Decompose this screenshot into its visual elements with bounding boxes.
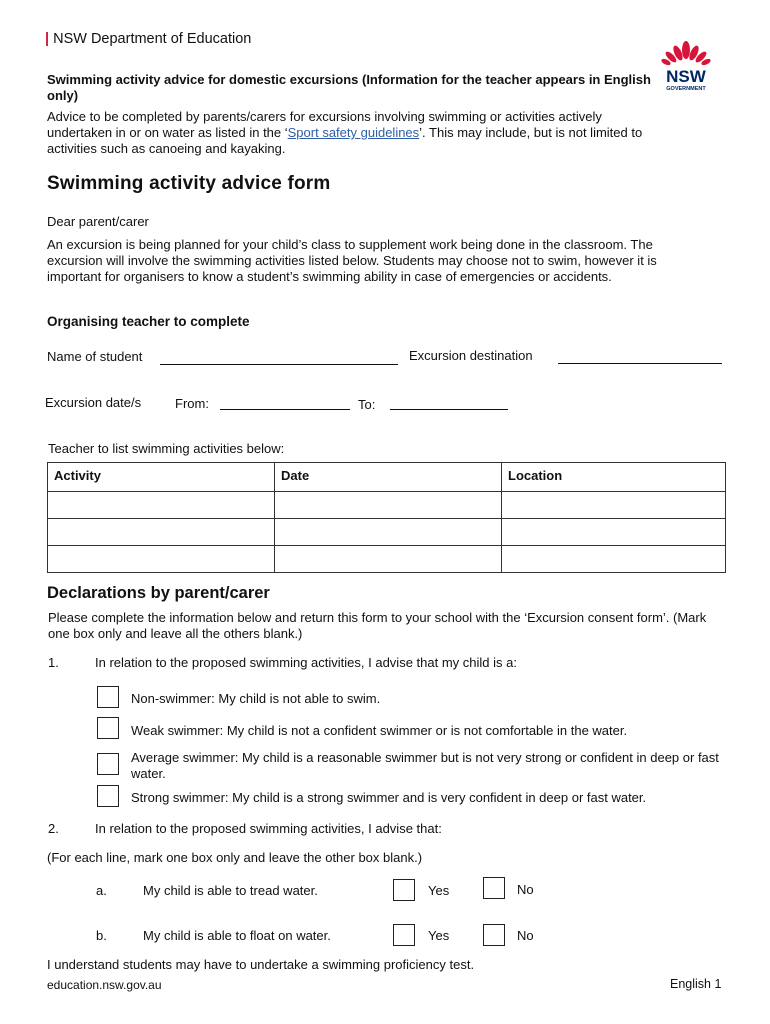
table-cell[interactable]: [48, 519, 275, 546]
from-date-field[interactable]: [220, 409, 350, 410]
table-row: [48, 546, 726, 573]
non-swimmer-checkbox[interactable]: [97, 686, 119, 708]
form-title: Swimming activity advice form: [47, 173, 331, 194]
proficiency-statement: I understand students may have to undertake a swimming proficiency test.: [47, 957, 475, 972]
body-paragraph: An excursion is being planned for your child’s class to supplement work being done in the classroom. The excursion will involve the swimming activities listed below. Students may choose not to swim, however it is important for organisers to know a student’s swimming ability in case of emergencies or accidents.: [47, 237, 657, 284]
department-header: [45, 31, 251, 47]
q2-note: (For each line, mark one box only and leave the other box blank.): [47, 850, 423, 865]
svg-text:NSW: NSW: [666, 67, 706, 86]
option-average-swimmer: Average swimmer: My child is a reasonable swimmer but is not very strong or confident in deep or fast water.: [131, 750, 719, 781]
q1-number: 1.: [48, 655, 59, 670]
option-weak-swimmer: Weak swimmer: My child is not a confident swimmer or is not comfortable in the water.: [131, 723, 628, 738]
option-strong-swimmer: Strong swimmer: My child is a strong swimmer and is very confident in deep or fast water.: [131, 790, 647, 805]
tread-water-no-checkbox[interactable]: [483, 877, 505, 899]
table-cell[interactable]: [502, 492, 726, 519]
float-water-yes-checkbox[interactable]: [393, 924, 415, 946]
strong-swimmer-checkbox[interactable]: [97, 785, 119, 807]
yes-label: Yes: [428, 883, 450, 898]
to-label: To:: [358, 397, 376, 412]
table-cell[interactable]: [275, 492, 502, 519]
table-cell[interactable]: [502, 546, 726, 573]
float-water-text: My child is able to float on water.: [143, 928, 331, 943]
no-label: No: [517, 882, 534, 897]
nsw-government-logo: [655, 36, 717, 94]
sub-item-b-letter: b.: [96, 928, 107, 943]
sub-item-a-letter: a.: [96, 883, 107, 898]
table-cell[interactable]: [275, 546, 502, 573]
footer-url: education.nsw.gov.au: [47, 978, 162, 992]
to-date-field[interactable]: [390, 409, 508, 410]
table-cell[interactable]: [502, 519, 726, 546]
q2-text: In relation to the proposed swimming activities, I advise that:: [95, 821, 442, 836]
teacher-heading: Organising teacher to complete: [47, 314, 250, 329]
table-cell[interactable]: [48, 546, 275, 573]
activities-table: [47, 462, 726, 573]
table-cell[interactable]: [48, 492, 275, 519]
intro-paragraph: Advice to be completed by parents/carers for excursions involving swimming or activities actively undertaken in or on water as listed in the ‘Sport safety guidelines’. This may include, but is not limited to activities such as canoeing and kayaking.: [47, 109, 643, 156]
float-water-no-checkbox[interactable]: [483, 924, 505, 946]
sport-safety-guidelines-link[interactable]: Sport safety guidelines: [287, 125, 420, 140]
intro-title: Swimming activity advice for domestic excursions (Information for the teacher appears in English only): [47, 72, 651, 103]
q2-number: 2.: [48, 821, 59, 836]
excursion-destination-label: Excursion destination: [409, 348, 533, 363]
svg-text:GOVERNMENT: GOVERNMENT: [666, 86, 706, 92]
option-non-swimmer: Non-swimmer: My child is not able to swim.: [131, 691, 381, 706]
excursion-dates-label: Excursion date/s: [45, 395, 142, 410]
average-swimmer-checkbox[interactable]: [97, 753, 119, 775]
tread-water-text: My child is able to tread water.: [143, 883, 318, 898]
table-row: [48, 492, 726, 519]
footer-page: English 1: [670, 977, 722, 991]
table-row: [48, 519, 726, 546]
activities-list-label: Teacher to list swimming activities below:: [48, 441, 285, 456]
accent-bar: |: [45, 31, 50, 47]
q1-text: In relation to the proposed swimming activities, I advise that my child is a:: [95, 655, 517, 670]
table-header-row: [48, 463, 726, 492]
department-name: NSW Department of Education: [53, 31, 252, 47]
weak-swimmer-checkbox[interactable]: [97, 717, 119, 739]
declarations-instructions: Please complete the information below and return this form to your school with the ‘Excursion consent form’. (Mark one box only and leave all the others blank.): [48, 610, 707, 641]
name-of-student-label: Name of student: [47, 349, 143, 364]
greeting: Dear parent/carer: [47, 214, 149, 229]
excursion-destination-field[interactable]: [558, 363, 722, 364]
table-header-location: Location: [502, 463, 726, 492]
declarations-heading: Declarations by parent/carer: [47, 584, 270, 602]
table-header-date: Date: [275, 463, 502, 492]
tread-water-yes-checkbox[interactable]: [393, 879, 415, 901]
from-label: From:: [175, 396, 209, 411]
table-header-activity: Activity: [48, 463, 275, 492]
no-label: No: [517, 928, 534, 943]
table-cell[interactable]: [275, 519, 502, 546]
yes-label: Yes: [428, 928, 450, 943]
name-of-student-field[interactable]: [160, 364, 398, 365]
